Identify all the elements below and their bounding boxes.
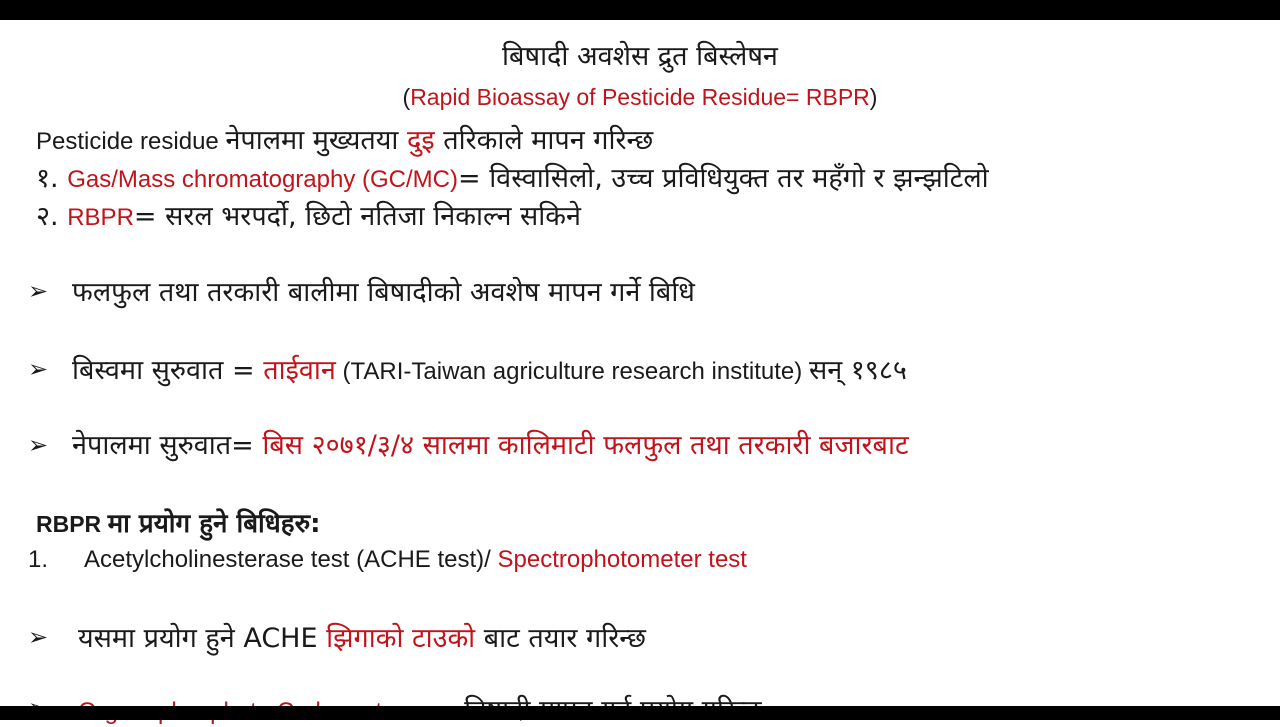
section-heading (36, 504, 321, 540)
bullet-3-text: नेपालमा सुरुवात= (72, 430, 263, 461)
top-letterbox-bar (0, 0, 1280, 20)
bullet-3-red-text: बिस २०७१/३/४ सालमा कालिमाटी फलफुल तथा तरकारी बजारबाट (262, 430, 909, 461)
numbered-item-red-text: Spectrophotometer test (497, 546, 747, 573)
bullet-2-year: सन् १९८५ (808, 355, 907, 386)
bullet-4-red-text: झिगाको टाउको (326, 623, 476, 654)
intro-red-text: दुइ (407, 125, 435, 156)
method-line-2 (36, 196, 581, 233)
bullet-arrow-icon: ➢ (28, 431, 49, 459)
bullet-line-2 (72, 350, 907, 387)
bullet-4-text-2: बाट तयार गरिन्छ (475, 623, 646, 654)
numbered-item-number: 1. (28, 546, 49, 573)
numbered-item-1-text (84, 546, 747, 574)
intro-line (36, 120, 653, 157)
bullet-arrow-icon: ➢ (28, 623, 49, 651)
method-1-description: = विस्वासिलो, उच्च प्रविधियुक्त तर महँगो र झन्झटिलो (457, 163, 989, 194)
heading-text: मा प्रयोग हुने बिधिहरु: (107, 509, 321, 539)
subtitle-open-paren: ( (402, 84, 411, 110)
bullet-2-latin-text: (TARI-Taiwan agriculture research institute) (335, 358, 809, 385)
bullet-4-text-1: यसमा प्रयोग हुने ACHE (78, 623, 327, 654)
method-2-description: = सरल भरपर्दो, छिटो नतिजा निकाल्न सकिने (133, 201, 581, 232)
method-1-red-text: Gas/Mass chromatography (GC/MC) (67, 166, 458, 193)
numbered-item-1 (28, 546, 48, 574)
bullet-arrow-icon: ➢ (28, 277, 49, 305)
method-line-1 (36, 158, 989, 195)
method-1-number: १. (36, 163, 68, 194)
intro-text-2: तरिकाले मापन गरिन्छ (434, 125, 654, 156)
intro-text-1: नेपालमा मुख्यतया (225, 125, 408, 156)
bullet-2-text-1: बिस्वमा सुरुवात = (72, 355, 264, 386)
method-2-number: २. (36, 201, 68, 232)
bottom-letterbox-bar (0, 706, 1280, 720)
numbered-item-text: Acetylcholinesterase test (ACHE test)/ (84, 546, 498, 573)
intro-latin-text: Pesticide residue (36, 128, 226, 155)
heading-latin-text: RBPR (36, 511, 108, 537)
bullet-line-3 (72, 425, 909, 462)
slide-title: बिषादी अवशेस द्रुत बिस्लेषन (502, 41, 778, 72)
cutoff-line-clip (0, 690, 1280, 706)
bullet-line-1: फलफुल तथा तरकारी बालीमा बिषादीको अवशेष मापन गर्ने बिधि (72, 277, 695, 308)
bullet-arrow-icon: ➢ (28, 355, 49, 383)
slide-subtitle (0, 84, 1280, 111)
method-2-red-text: RBPR (67, 204, 134, 231)
subtitle-close-paren: ) (869, 84, 878, 110)
subtitle-red-text: Rapid Bioassay of Pesticide Residue= RBPR (410, 84, 870, 110)
bullet-2-red-text: ताईवान (263, 355, 336, 386)
bullet-line-4 (78, 618, 646, 655)
